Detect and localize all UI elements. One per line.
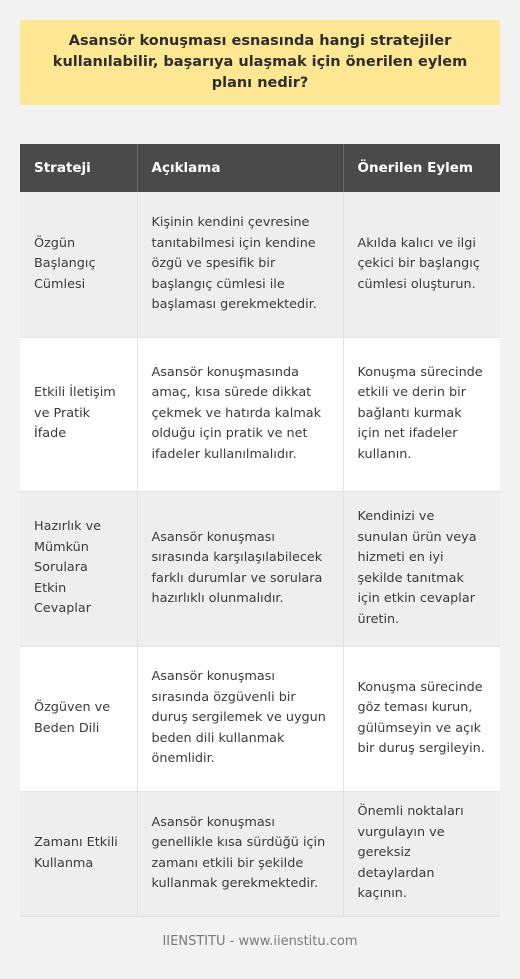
action-cell: Kendinizi ve sunulan ürün veya hizmeti en iyi şekilde tanıtmak için etkin cevaplar üretin. — [343, 491, 500, 646]
description-cell: Asansör konuşmasında amaç, kısa sürede dikkat çekmek ve hatırda kalmak olduğu için pratik ve net ifadeler kullanılmalıdır. — [137, 337, 343, 491]
page-title: Asansör konuşması esnasında hangi stratejiler kullanılabilir, başarıya ulaşmak için önerilen eylem planı nedir? — [52, 33, 468, 91]
strategy-cell: Hazırlık ve Mümkün Sorulara Etkin Cevaplar — [20, 491, 137, 646]
table-row — [20, 491, 500, 646]
table-row — [20, 192, 500, 337]
table-row — [20, 337, 500, 491]
description-cell: Asansör konuşması sırasında karşılaşılabilecek farklı durumlar ve sorulara hazırlıklı olunmalıdır. — [137, 491, 343, 646]
table-row — [20, 791, 500, 916]
strategy-cell: Özgüven ve Beden Dili — [20, 646, 137, 791]
action-cell: Konuşma sürecinde etkili ve derin bir bağlantı kurmak için net ifadeler kullanın. — [343, 337, 500, 491]
table-row — [20, 646, 500, 791]
header-action: Önerilen Eylem — [343, 144, 500, 192]
description-cell: Kişinin kendini çevresine tanıtabilmesi için kendine özgü ve spesifik bir başlangıç cümlesi ile başlaması gerekmektedir. — [137, 192, 343, 337]
strategy-cell: Özgün Başlangıç Cümlesi — [20, 192, 137, 337]
action-cell: Önemli noktaları vurgulayın ve gereksiz detaylardan kaçının. — [343, 791, 500, 916]
title-banner — [20, 20, 500, 105]
table-header-row — [20, 144, 500, 192]
strategy-cell: Zamanı Etkili Kullanma — [20, 791, 137, 916]
action-cell: Akılda kalıcı ve ilgi çekici bir başlangıç cümlesi oluşturun. — [343, 192, 500, 337]
header-description: Açıklama — [137, 144, 343, 192]
description-cell: Asansör konuşması genellikle kısa sürdüğü için zamanı etkili bir şekilde kullanmak gerekmektedir. — [137, 791, 343, 916]
action-cell: Konuşma sürecinde göz teması kurun, gülümseyin ve açık bir duruş sergileyin. — [343, 646, 500, 791]
strategy-cell: Etkili İletişim ve Pratik İfade — [20, 337, 137, 491]
footer-credit: IIENSTITU - www.iienstitu.com — [162, 934, 358, 949]
description-cell: Asansör konuşması sırasında özgüvenli bir duruş sergilemek ve uygun beden dili kullanmak önemlidir. — [137, 646, 343, 791]
header-strategy: Strateji — [20, 144, 137, 192]
strategy-table — [20, 144, 500, 917]
